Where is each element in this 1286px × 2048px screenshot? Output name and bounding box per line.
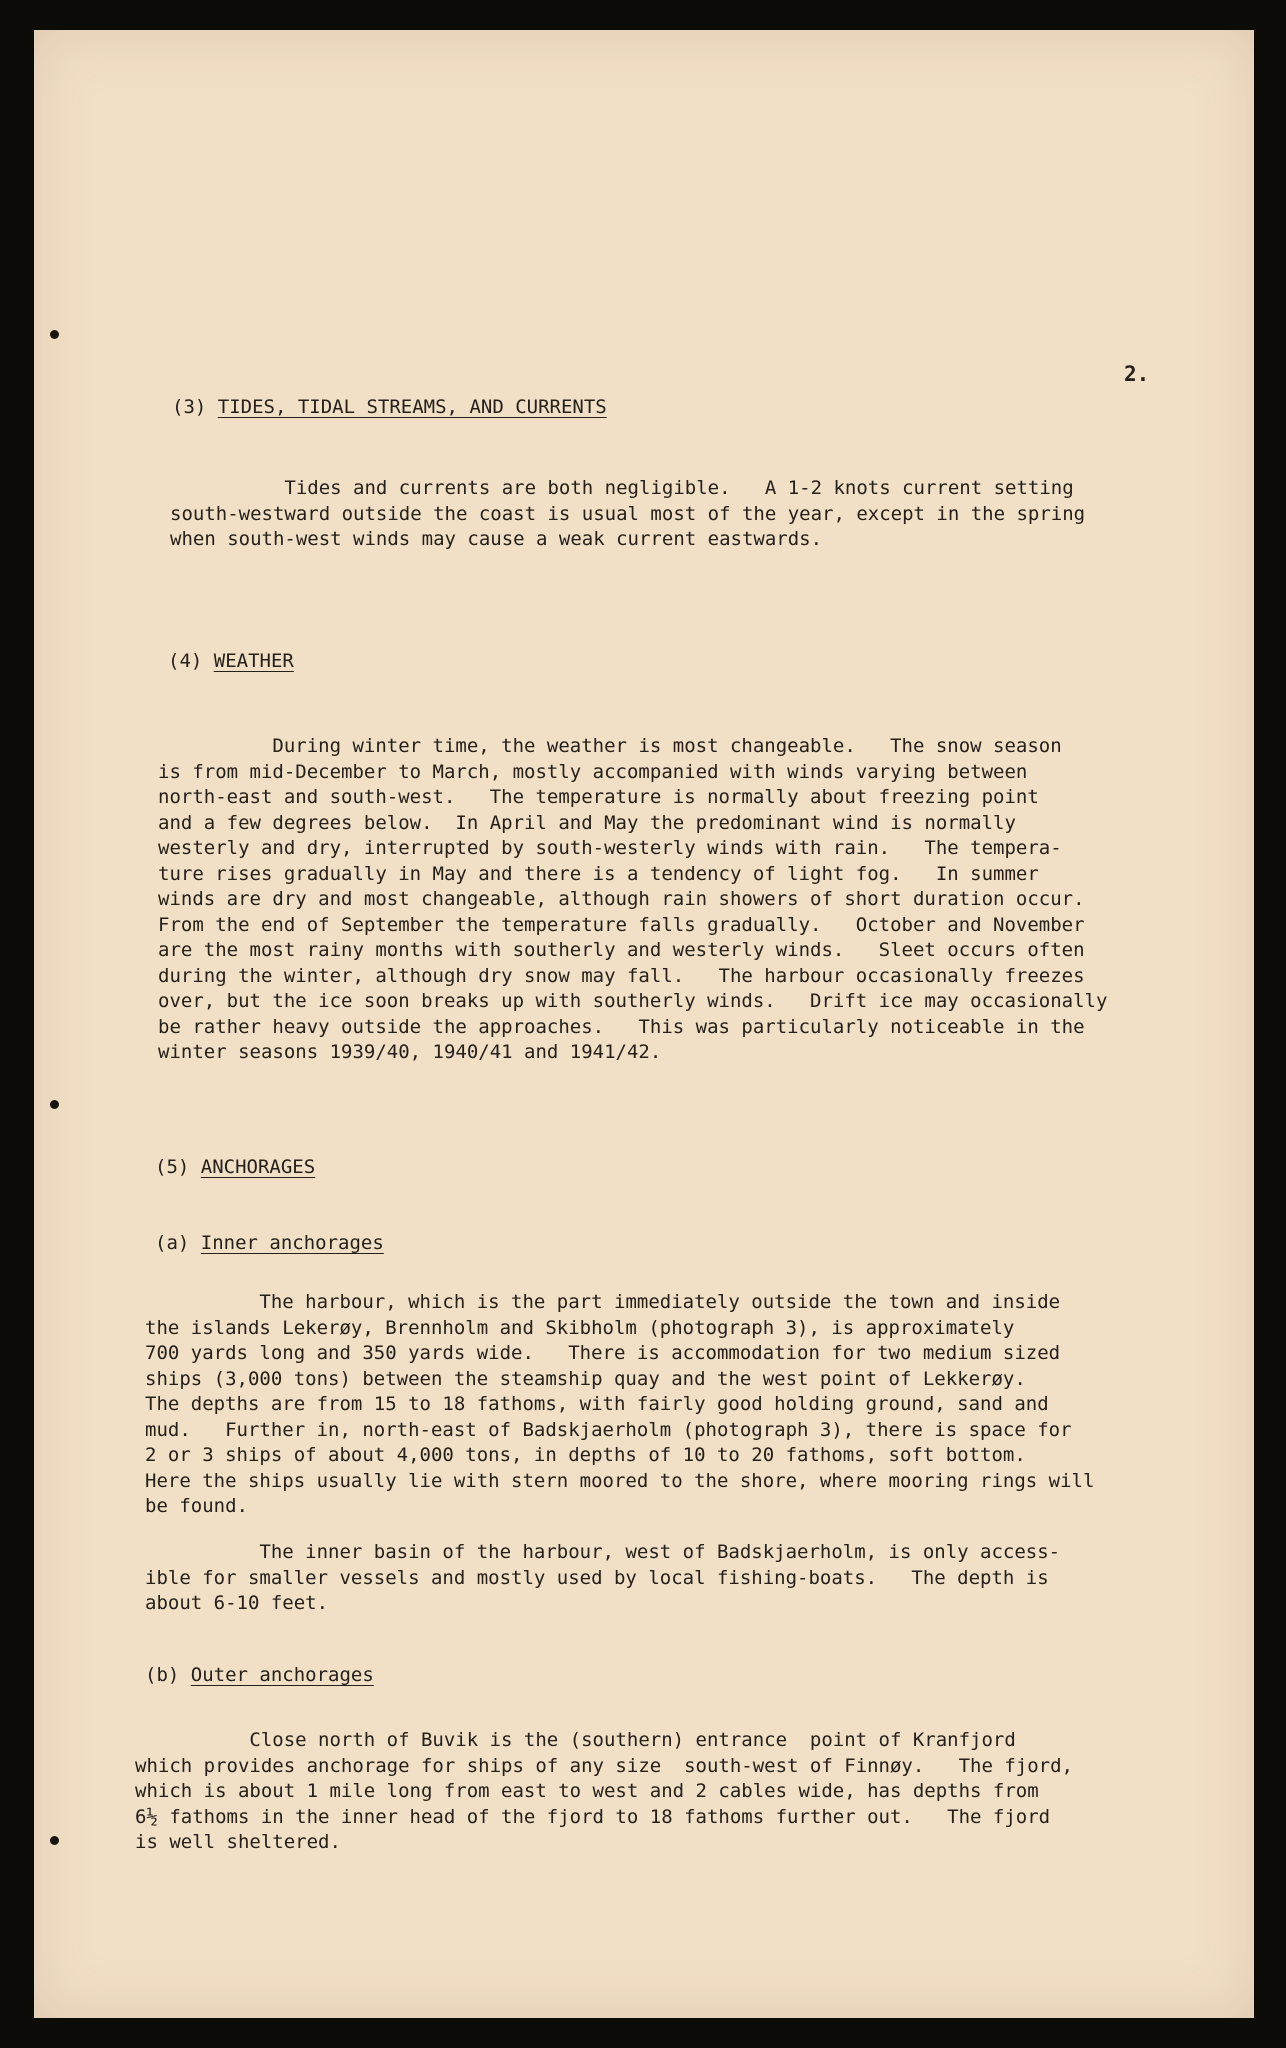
heading-number: (a) [155,1232,190,1254]
heading-title: TIDES, TIDAL STREAMS, AND CURRENTS [217,396,607,418]
heading-title: Inner anchorages [200,1232,384,1254]
paragraph-outer-anchorages: Close north of Buvik is the (southern) entrance point of Kranfjord which provides anchorage for ships of any size south-west of Finnøy. The fjord, which is about 1 mile long from east to west and 2 cables wide, has depths from 6½ fathoms in the inner head of the fjord to 18 fathoms further out. The fjord is well sheltered. [135,1729,1073,1853]
section-heading-anchorages [155,1156,315,1178]
punch-hole-middle [50,1100,59,1109]
subsection-heading-inner-anchorages [155,1232,384,1254]
subsection-heading-outer-anchorages [145,1664,374,1686]
heading-number: (b) [145,1664,180,1686]
punch-hole-top [50,330,59,339]
heading-number: (3) [172,396,207,418]
heading-title: Outer anchorages [190,1664,374,1686]
page-number: 2. [1124,362,1150,386]
section-heading-weather [168,650,294,672]
paragraph-weather: During winter time, the weather is most changeable. The snow season is from mid-December to March, mostly accompanied with winds varying between north-east and south-west. The temperature is normally about freezing point and a few degrees below. In April and May the predominant wind is normally westerly and dry, interrupted by south-westerly winds with rain. The tempera- ture rises gradually in May and there is a tendency of light fog. In summer winds are dry and most changeable, although rain showers of short duration occur. From the end of September the temperature falls gradually. October and November are the most rainy months with southerly and westerly winds. Sleet occurs often during the winter, although dry snow may fall. The harbour occasionally freezes over, but the ice soon breaks up with southerly winds. Drift ice may occasionally be rather heavy outside the approaches. This was particularly noticeable in the winter seasons 1939/40, 1940/41 and 1941/42. [158,735,1108,1063]
paragraph-inner-basin: The inner basin of the harbour, west of Badskjaerholm, is only access- ible for smaller vessels and mostly used by local fishing-boats. The depth is about 6-10 feet. [145,1541,1061,1614]
heading-number: (4) [168,650,203,672]
heading-number: (5) [155,1156,190,1178]
paragraph-inner-anchorages: The harbour, which is the part immediately outside the town and inside the islands Lekerøy, Brennholm and Skibholm (photograph 3), is approximately 700 yards long and 350 yards wide. There is accommodation for two medium sized ships (3,000 tons) between the steamship quay and the west point of Lekkerøy. The depths are from 15 to 18 fathoms, with fairly good holding ground, sand and mud. Further in, north-east of Badskjaerholm (photograph 3), there is space for 2 or 3 ships of about 4,000 tons, in depths of 10 to 20 fathoms, soft bottom. Here the ships usually lie with stern moored to the shore, where mooring rings will be found. [145,1291,1095,1517]
paragraph-tides: Tides and currents are both negligible. A 1-2 knots current setting south-westward outside the coast is usual most of the year, except in the spring when south-west winds may cause a weak current eastwards. [170,477,1086,550]
heading-title: ANCHORAGES [200,1156,316,1178]
heading-title: WEATHER [213,650,294,672]
punch-hole-bottom [50,1836,59,1845]
section-heading-tides [172,396,607,418]
